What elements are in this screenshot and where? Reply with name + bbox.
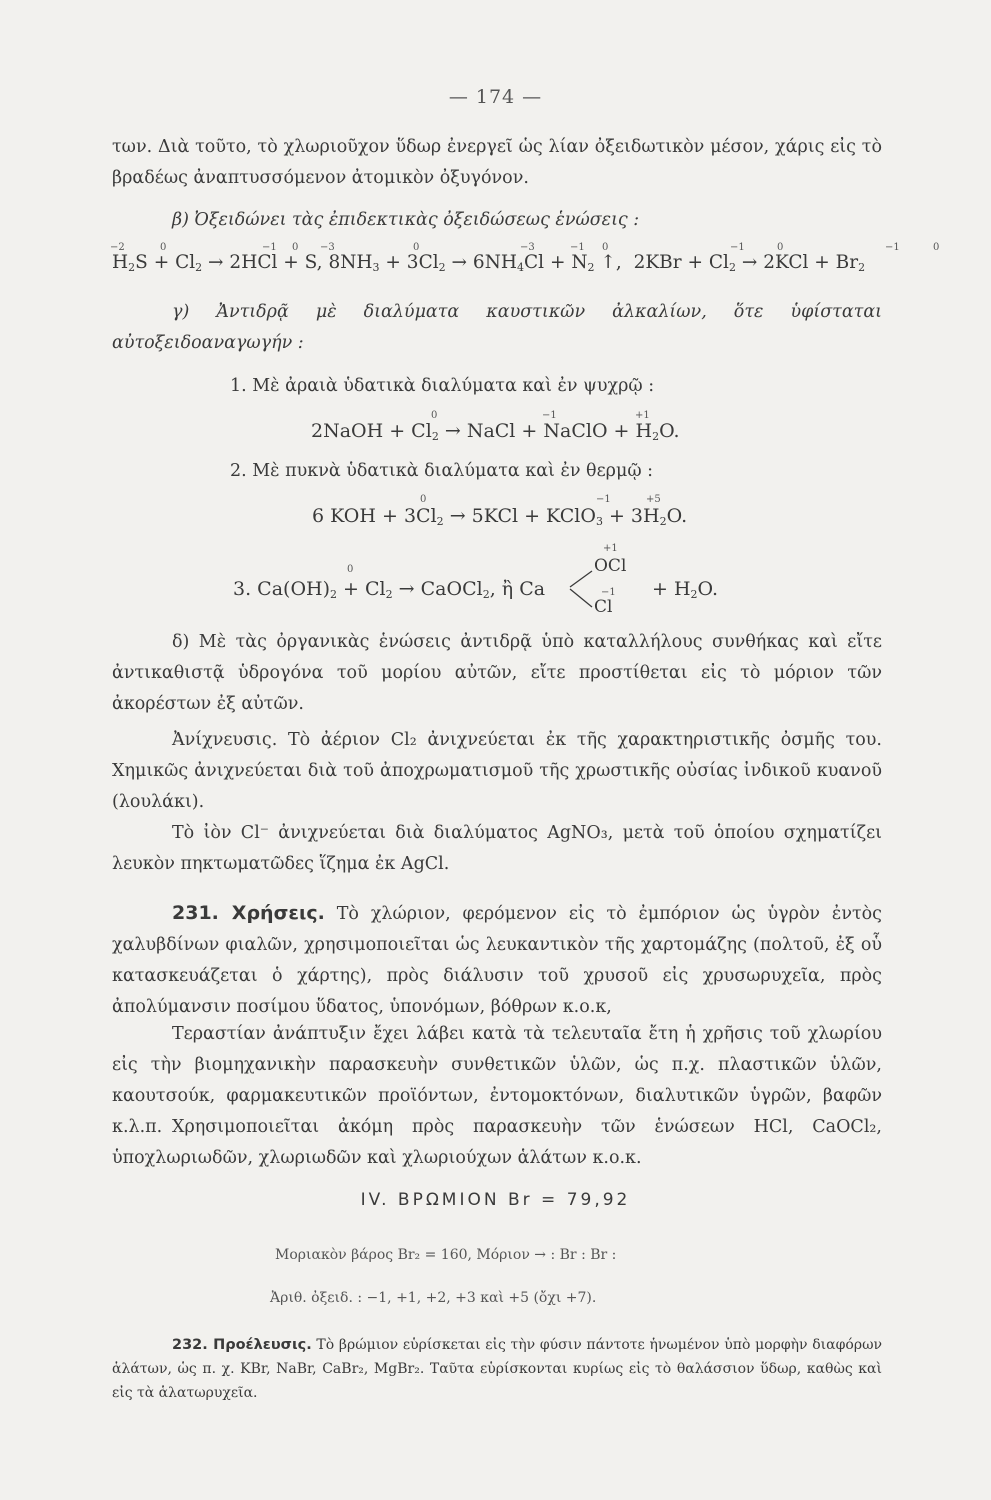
section-231: 231. Χρήσεις. Τὸ χλώριον, φερόμενον εἰς τὸ ἐμπόριον ὡς ὑγρὸν ἐντὸς χαλυβδίνων φιαλῶν, χρησιμοποιεῖται ὡς λευκαντικὸν τῆς χαρτομάζης (πολτοῦ, ἐξ οὗ κατασκευάζεται ὁ χάρτης), πρὸς διάλυσιν τοῦ χρυσοῦ εἰς χρυσωρυχεῖα, πρὸς ἀπολύμανσιν ποσίμου ὕδατος, ὑπονόμων, βόθρων κ.ο.κ, [112, 902, 882, 1017]
section-iv-heading: IV. ΒΡΩΜΙΟΝ Br = 79,92 [360, 1190, 631, 1210]
section-232: 232. Προέλευσις. Τὸ βρώμιον εὑρίσκεται εἰς τὴν φύσιν πάντοτε ἡνωμένον ὑπὸ μορφὴν διαφόρων ἁλάτων, ὡς π. χ. KBr, NaBr, CaBr₂, MgBr₂. Ταῦτα εὑρίσκονται κυρίως εἰς τὸ θαλάσσιον ὕδωρ, καθὼς καὶ εἰς τὰ ἁλατωρυχεῖα. [112, 1337, 882, 1401]
ox: 0 [420, 494, 427, 505]
item-delta: δ) Μὲ τὰς ὀργανικὰς ἑνώσεις ἀντιδρᾷ ὑπὸ καταλλήλους συνθήκας καὶ εἴτε ἀντικαθιστᾷ ὑδρογόνα τοῦ μορίου αὐτῶν, εἴτε προστίθεται εἰς τὸ μόριον τῶν ἀκορέστων ἐξ αὐτῶν. [112, 632, 882, 714]
ox: 0 [413, 242, 420, 253]
chloride-group: Cl [594, 597, 613, 617]
equation-1: $H_2S + Cl_2 \to 2HCl + S$, $8NH_3 + 3Cl_2 \to 6NH_4Cl + N_2$ ↑, $2KBr + Cl_2 \to 2KCl + Br_2$ [112, 252, 866, 274]
ox: 0 [431, 410, 438, 421]
equation-4: 3. $Ca(OH)_2 + Cl_2$ → CaOCl$_2$, ἢ Ca [233, 578, 546, 601]
ox: +5 [646, 494, 661, 505]
item-gamma: γ) Ἀντιδρᾷ μὲ διαλύματα καυστικῶν ἀλκαλίων, ὅτε ὑφίσταται αὐτοξειδοαναγωγήν : [112, 302, 882, 353]
ox: −2 [110, 242, 125, 253]
ox: −3 [320, 242, 335, 253]
ox: 0 [602, 242, 609, 253]
ox: −1 [596, 494, 611, 505]
molecular-weight-line: Μοριακὸν βάρος Br₂ = 160, Μόριον → : Br : Br : [275, 1247, 617, 1263]
equation-3: 6 KOH + $3Cl_2 \to 5KCl$ + KClO$_3$ + $3H_2O$. [312, 505, 688, 528]
ox: 0 [347, 564, 354, 575]
ox: 0 [777, 242, 784, 253]
ox: 0 [933, 242, 940, 253]
paragraph-detection: Ἀνίχνευσις. Τὸ ἀέριον Cl₂ ἀνιχνεύεται ἐκ τῆς χαρακτηριστικῆς ὀσμῆς του. Χημικῶς ἀνιχνεύεται διὰ τοῦ ἀποχρωματισμοῦ τῆς χρωστικῆς οὐσίας ἰνδικοῦ κυανοῦ (λουλάκι). [112, 730, 882, 812]
ox: +1 [603, 543, 618, 554]
item-1: 1. Μὲ ἀραιὰ ὑδατικὰ διαλύματα καὶ ἐν ψυχρῷ : [230, 376, 655, 396]
oxidation-numbers-line: Ἀριθ. ὀξειδ. : −1, +1, +2, +3 καὶ +5 (ὄχι +7). [270, 1290, 597, 1306]
paragraph-chlorine-water: των. Διὰ τοῦτο, τὸ χλωριοῦχον ὕδωρ ἐνεργεῖ ὡς λίαν ὀξειδωτικὸν μέσον, χάρις εἰς τὸ βραδέως ἀναπτυσσόμενον ἀτομικὸν ὀξυγόνον. [112, 137, 882, 188]
ox: +1 [635, 410, 650, 421]
ox: −1 [542, 410, 557, 421]
ox: −1 [885, 242, 900, 253]
hypochlorite-group: OCl [594, 556, 627, 576]
ox: −3 [520, 242, 535, 253]
ox: −1 [601, 587, 616, 598]
ox: 0 [292, 242, 299, 253]
item-beta: β) Ὀξειδώνει τὰς ἐπιδεκτικὰς ὀξειδώσεως ἑνώσεις : [172, 210, 640, 230]
section-232-title: 232. Προέλευσις. [172, 1337, 312, 1353]
equation-2: 2NaOH + $Cl_2$ → NaCl + NaClO + $H_2O$. [311, 420, 680, 443]
ox: −1 [570, 242, 585, 253]
ox: −1 [730, 242, 745, 253]
paragraph-ion-detection: Τὸ ἰὸν Cl⁻ ἀνιχνεύεται διὰ διαλύματος AgNO₃, μετὰ τοῦ ὁποίου σχηματίζει λευκὸν πηκτωματῶδες ἵζημα ἐκ AgCl. [112, 823, 882, 874]
ox: −1 [262, 242, 277, 253]
ox: 0 [160, 242, 167, 253]
item-2: 2. Μὲ πυκνὰ ὑδατικὰ διαλύματα καὶ ἐν θερμῷ : [230, 461, 654, 481]
paragraph-compounds: Χρησιμοποιεῖται ἀκόμη πρὸς παρασκευὴν τῶν ἑνώσεων HCl, CaOCl₂, ὑποχλωριωδῶν, χλωριωδῶν καὶ χλωριούχων ἁλάτων κ.ο.κ. [112, 1117, 882, 1168]
section-231-title: 231. Χρήσεις. [172, 902, 325, 924]
equation-4-end: + $H_2O$. [652, 578, 719, 601]
page-number: — 174 — [448, 86, 543, 108]
paragraph-industrial-use: Τεραστίαν ἀνάπτυξιν ἔχει λάβει κατὰ τὰ τελευταῖα ἔτη ἡ χρῆσις τοῦ χλωρίου εἰς τὴν βιομηχανικὴν παρασκευὴν συνθετικῶν ὑλῶν, ὡς π.χ. πλαστικῶν ὑλῶν, καουτσούκ, φαρμακευτικῶν προϊόντων, ἐντομοκτόνων, διαλυτικῶν ὑγρῶν, βαφῶν κ.λ.π. [112, 1024, 882, 1137]
